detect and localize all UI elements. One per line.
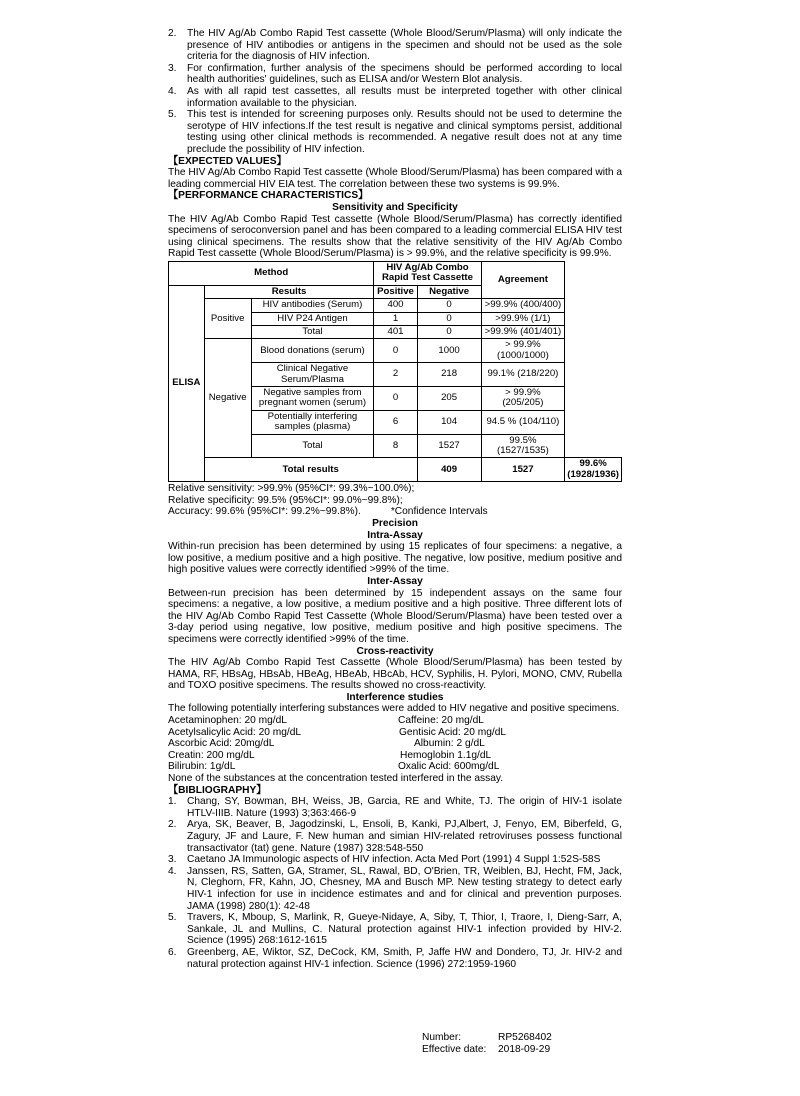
negative-header: Negative	[417, 285, 481, 298]
date-line	[422, 1044, 552, 1056]
inter-assay-text: Between-run precision has been determined by 15 independent assays on the same four specimens: a negative, a low positive, a medium positive and a high positive. Three different lots of the HIV Ag/Ab Combo Rapid Test Cassette (Whole Blood/Serum/Plasma) have been tested over a 3-day period using negative, low positive, medium positive and high positive specimens. The specimens were correctly identified >99% of the time.	[168, 587, 622, 645]
number-line	[422, 1032, 552, 1044]
substance-item: Gentisic Acid: 20 mg/dL	[399, 726, 507, 738]
interference-note: None of the substances at the concentration tested interfered in the assay.	[168, 773, 504, 785]
row-agreement: >99.9% (401/401)	[481, 325, 565, 338]
substance-item: Oxalic Acid: 600mg/dL	[398, 761, 500, 773]
row-agreement: 99.5% (1527/1535)	[481, 434, 565, 458]
substance-item: Hemoglobin 1.1g/dL	[400, 749, 492, 761]
row-negative: 1527	[417, 434, 481, 458]
sensitivity-stat: Relative sensitivity: >99.9% (95%CI*: 99.3%~100.0%);	[168, 483, 415, 495]
total-label: Total results	[204, 458, 417, 482]
bibliography-list	[168, 796, 622, 970]
item-number: 2.	[168, 819, 177, 831]
substance-item: Acetylsalicylic Acid: 20 mg/dL	[168, 726, 302, 738]
item-text: Caetano JA Immunologic aspects of HIV infection. Acta Med Port (1991) 4 Suppl 1:52S-58S	[187, 854, 601, 866]
row-agreement: >99.9% (1/1)	[481, 312, 565, 325]
total-positive: 409	[417, 458, 481, 482]
substance-item: Albumin: 2 g/dL	[414, 738, 485, 750]
row-positive: 2	[374, 363, 417, 387]
row-positive: 401	[374, 325, 417, 338]
item-number: 4.	[168, 85, 177, 97]
item-text: This test is intended for screening purposes only. Results should not be used to determine the serotype of HIV infections.If the test result is negative and clinical symptoms persist, additional testing using other clinical methods is recommended. A negative result does not at any time preclude the possibility of HIV infection.	[187, 109, 622, 155]
performance-text: The HIV Ag/Ab Combo Rapid Test cassette (Whole Blood/Serum/Plasma) has correctly identified specimens of seroconversion panel and has been compared to a leading commercial ELISA HIV test using clinical specimens. The results show that the relative sensitivity of the HIV Ag/Ab Combo Rapid Test cassette (Whole Blood/Serum/Plasma) is > 99.9%, and the relative specificity is 99.9%.	[168, 213, 622, 260]
list-item	[168, 819, 622, 854]
cross-reactivity-heading: Cross-reactivity	[356, 645, 434, 657]
limitations-list	[168, 28, 622, 156]
total-negative: 1527	[481, 458, 565, 482]
list-item	[168, 63, 622, 86]
cassette-header: HIV Ag/Ab Combo Rapid Test Cassette	[374, 261, 481, 285]
row-negative: 0	[417, 312, 481, 325]
document-page	[168, 28, 622, 970]
item-text: Travers, K, Mboup, S, Marlink, R, Gueye-Nidaye, A, Siby, T, Thior, I, Traore, I, Dieng-Sarr, A, Sankale, JL and Mullins, C. Natural protection against HIV-1 infection provided by HIV-2. Science (1995) 268:1612-1615	[187, 912, 622, 947]
bibliography-heading: 【BIBLIOGRAPHY】	[168, 784, 267, 796]
item-number: 3.	[168, 854, 177, 866]
row-negative: 1000	[417, 339, 481, 363]
row-agreement: > 99.9% (1000/1000)	[481, 339, 565, 363]
row-negative: 218	[417, 363, 481, 387]
item-text: For confirmation, further analysis of the specimens should be performed according to local health authorities' guidelines, such as ELISA and/or Western Blot analysis.	[187, 62, 622, 86]
accuracy-stat: Accuracy: 99.6% (95%CI*: 99.2%~99.8%).	[168, 506, 361, 518]
performance-heading: 【PERFORMANCE CHARACTERISTICS】	[168, 190, 369, 202]
intra-assay-text: Within-run precision has been determined by using 15 replicates of four specimens: a negative, a low positive, a medium positive and a high positive. The negative, low positive, medium positive and high positive values were correctly identified >99% of the time.	[168, 541, 622, 576]
date-label: Effective date:	[422, 1044, 487, 1055]
list-item	[168, 912, 622, 947]
list-item	[168, 28, 622, 63]
item-text: Arya, SK, Beaver, B, Jagodzinski, L, Ensoli, B, Kanki, PJ,Albert, J, Fenyo, EM, Biberfeld, G, Zagury, JF and Laure, F. New human and simian HIV-related retroviruses possess functional transactivator (tat) gene. Nature (1987) 328:548-550	[187, 819, 622, 854]
row-negative: 0	[417, 299, 481, 312]
row-positive: 1	[374, 312, 417, 325]
row-negative: 0	[417, 325, 481, 338]
row-label: HIV antibodies (Serum)	[251, 299, 374, 312]
list-item	[168, 866, 622, 912]
row-agreement: > 99.9% (205/205)	[481, 386, 565, 410]
accuracy-line	[168, 506, 622, 518]
row-label: Total	[251, 325, 374, 338]
substance-item: Bilirubin: 1g/dL	[168, 761, 236, 773]
row-positive: 0	[374, 339, 417, 363]
list-item	[168, 109, 622, 155]
item-text: The HIV Ag/Ab Combo Rapid Test cassette (Whole Blood/Serum/Plasma) will only indicate the presence of HIV antibodies or antigens in the specimen and should not be used as the sole criteria for the diagnosis of HIV infection.	[187, 28, 622, 63]
table-row	[169, 339, 622, 363]
total-row	[169, 458, 622, 482]
item-number: 3.	[168, 62, 177, 74]
intra-assay-heading: Intra-Assay	[367, 529, 423, 541]
table-row	[169, 299, 622, 312]
item-number: 5.	[168, 109, 177, 121]
expected-values-heading: 【EXPECTED VALUES】	[168, 155, 287, 167]
row-agreement: 99.1% (218/220)	[481, 363, 565, 387]
substance-item: Acetaminophen: 20 mg/dL	[168, 715, 287, 727]
list-item	[168, 854, 622, 866]
row-label: Negative samples from pregnant women (serum)	[251, 386, 374, 410]
row-label: Clinical Negative Serum/Plasma	[251, 363, 374, 387]
substance-item: Creatin: 200 mg/dL	[168, 749, 255, 761]
positive-group-label: Positive	[204, 299, 251, 339]
number-label: Number:	[422, 1032, 462, 1043]
row-label: Blood donations (serum)	[251, 339, 374, 363]
ci-note: *Confidence Intervals	[390, 506, 488, 518]
row-negative: 205	[417, 386, 481, 410]
method-header: Method	[169, 261, 374, 285]
negative-group-label: Negative	[204, 339, 251, 458]
item-text: Janssen, RS, Satten, GA, Stramer, SL, Rawal, BD, O'Brien, TR, Weiblen, BJ, Hecht, FM, Jack, N, Cleghorn, FR, Kahn, JO, Chesney, MA and Busch MP. New testing strategy to detect early HIV-1 infection for use in incidence estimates and and for clinical and prevention purposes. JAMA (1998) 280(1): 42-48	[187, 865, 622, 912]
row-label: Total	[251, 434, 374, 458]
list-item	[168, 947, 622, 970]
row-positive: 6	[374, 410, 417, 434]
row-label: Potentially interfering samples (plasma)	[251, 410, 374, 434]
number-value: RP5268402	[498, 1032, 552, 1043]
expected-values-text: The HIV Ag/Ab Combo Rapid Test cassette (Whole Blood/Serum/Plasma) has been compared with a leading commercial HIV EIA test. The correlation between these two systems is 99.9%.	[168, 167, 622, 190]
row-agreement: 94.5 % (104/110)	[481, 410, 565, 434]
interference-heading: Interference studies	[346, 691, 444, 703]
positive-header: Positive	[374, 285, 417, 298]
item-number: 6.	[168, 946, 177, 958]
list-item	[168, 86, 622, 109]
substances-left	[168, 715, 301, 773]
item-number: 5.	[168, 912, 177, 924]
date-value: 2018-09-29	[498, 1044, 551, 1055]
row-positive: 0	[374, 386, 417, 410]
row-label: HIV P24 Antigen	[251, 312, 374, 325]
row-agreement: >99.9% (400/400)	[481, 299, 565, 312]
item-text: As with all rapid test cassettes, all results must be interpreted together with other clinical information available to the physician.	[187, 85, 622, 109]
row-positive: 400	[374, 299, 417, 312]
substance-item: Ascorbic Acid: 20mg/dL	[168, 738, 275, 750]
agreement-header: Agreement	[481, 261, 565, 298]
row-positive: 8	[374, 434, 417, 458]
item-text: Chang, SY, Bowman, BH, Weiss, JB, Garcia, RE and White, TJ. The origin of HIV-1 isolate HTLV-IIIB. Nature (1993) 3;363:466-9	[187, 796, 622, 819]
row-negative: 104	[417, 410, 481, 434]
item-number: 1.	[168, 796, 177, 808]
cross-reactivity-text: The HIV Ag/Ab Combo Rapid Test Cassette (Whole Blood/Serum/Plasma) has been tested by HAMA, RF, HBsAg, HBsAb, HBeAg, HBeAb, HBcAb, HCV, Syphilis, H. Pylori, MONO, CMV, Rubella and TOXO positive specimens. The results showed no cross-reactivity.	[168, 657, 622, 692]
performance-table	[168, 261, 622, 482]
inter-assay-heading: Inter-Assay	[367, 575, 423, 587]
total-agreement: 99.6% (1928/1936)	[565, 458, 622, 482]
specificity-stat: Relative specificity: 99.5% (95%CI*: 99.0%~99.8%);	[168, 494, 403, 506]
interference-substances	[168, 715, 622, 773]
document-footer	[422, 1032, 552, 1056]
precision-heading: Precision	[372, 517, 418, 529]
results-header: Results	[204, 285, 374, 298]
elisa-cell: ELISA	[169, 285, 205, 482]
substances-right	[398, 715, 506, 773]
sensitivity-subheading: Sensitivity and Specificity	[332, 201, 458, 213]
substance-item: Caffeine: 20 mg/dL	[398, 715, 484, 727]
list-item	[168, 796, 622, 819]
item-text: Greenberg, AE, Wiktor, SZ, DeCock, KM, Smith, P, Jaffe HW and Dondero, TJ, Jr. HIV-2 and natural protection against HIV-1 infection. Science (1996) 272:1959-1960	[187, 946, 622, 970]
item-number: 2.	[168, 28, 177, 39]
item-number: 4.	[168, 865, 177, 877]
interference-intro: The following potentially interfering substances were added to HIV negative and positive specimens.	[168, 703, 620, 715]
